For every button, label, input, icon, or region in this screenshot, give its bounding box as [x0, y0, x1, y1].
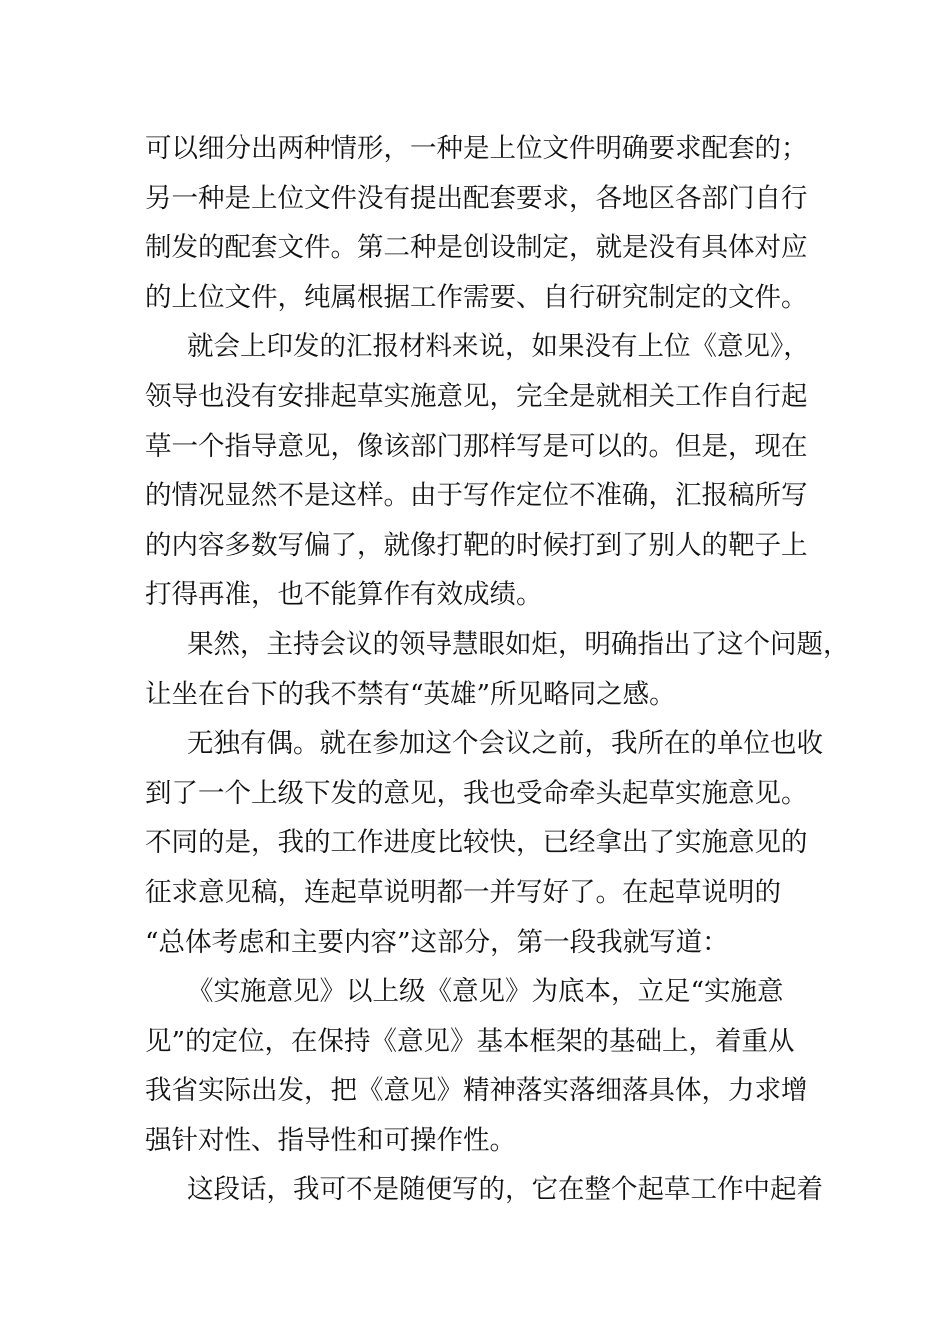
text-line: 打得再准，也不能算作有效成绩。	[145, 579, 543, 611]
text-line: 领导也没有安排起草实施意见，完全是就相关工作自行起	[145, 380, 808, 412]
text-line: 的情况显然不是这样。由于写作定位不准确，汇报稿所写	[145, 480, 808, 512]
paragraph-start-line: 就会上印发的汇报材料来说，如果没有上位《意见》，	[187, 331, 810, 363]
text-line: “总体考虑和主要内容”这部分，第一段我就写道：	[145, 926, 729, 958]
paragraph-start-line: 这段话，我可不是随便写的，它在整个起草工作中起着	[187, 1174, 823, 1206]
text-line: 强针对性、指导性和可操作性。	[145, 1124, 516, 1156]
text-line: 另一种是上位文件没有提出配套要求，各地区各部门自行	[145, 182, 808, 214]
text-line: 到了一个上级下发的意见，我也受命牵头起草实施意见。	[145, 777, 808, 809]
text-line: 征求意见稿，连起草说明都一并写好了。在起草说明的	[145, 876, 781, 908]
text-line: 制发的配套文件。第二种是创设制定，就是没有具体对应	[145, 232, 808, 264]
text-line: 的上位文件，纯属根据工作需要、自行研究制定的文件。	[145, 281, 808, 313]
text-line: 我省实际出发，把《意见》精神落实落细落具体，力求增	[145, 1075, 808, 1107]
paragraph-start-line: 《实施意见》以上级《意见》为底本，立足“实施意	[187, 976, 784, 1008]
text-line: 的内容多数写偏了，就像打靶的时候打到了别人的靶子上	[145, 529, 808, 561]
paragraph-start-line: 果然，主持会议的领导慧眼如炬，明确指出了这个问题，	[187, 628, 850, 660]
text-line: 见”的定位，在保持《意见》基本框架的基础上，着重从	[145, 1025, 795, 1057]
text-line: 草一个指导意见，像该部门那样写是可以的。但是，现在	[145, 430, 808, 462]
text-line: 不同的是，我的工作进度比较快，已经拿出了实施意见的	[145, 827, 808, 859]
paragraph-start-line: 无独有偶。就在参加这个会议之前，我所在的单位也收	[187, 728, 823, 760]
text-line: 可以细分出两种情形，一种是上位文件明确要求配套的；	[145, 133, 808, 164]
text-line: 让坐在台下的我不禁有“英雄”所见略同之感。	[145, 678, 676, 710]
body-text	[145, 124, 850, 1215]
